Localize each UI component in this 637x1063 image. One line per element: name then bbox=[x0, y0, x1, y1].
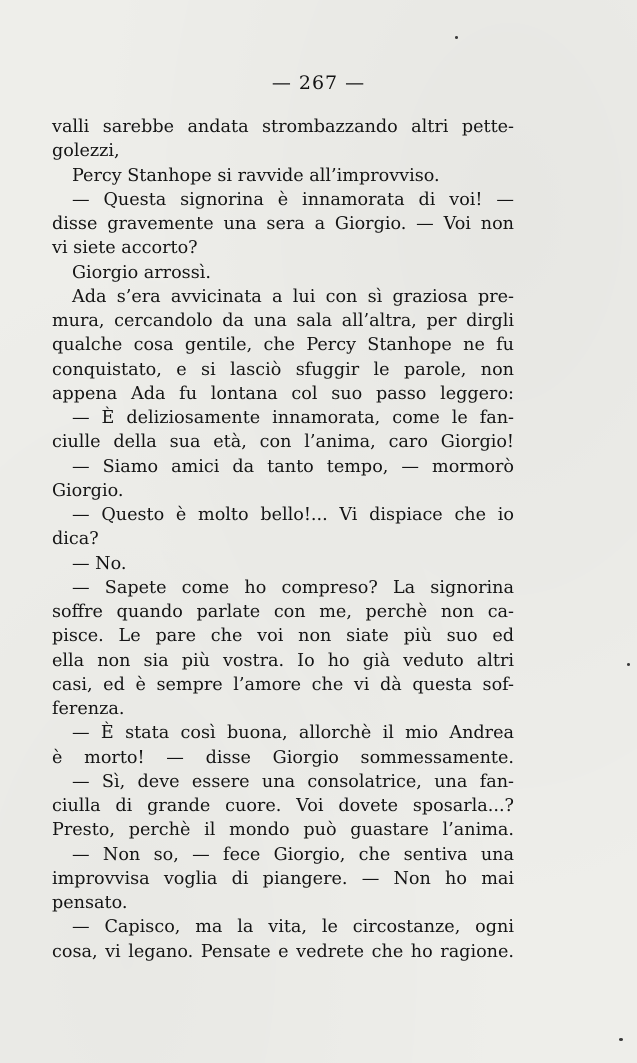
text-line: Giorgio arrossì. bbox=[72, 262, 211, 283]
text-line: — Questa signorina è innamorata di voi! — bbox=[72, 189, 514, 210]
page-number: — 267 — bbox=[271, 72, 366, 94]
text-line: golezzi, bbox=[52, 141, 120, 162]
text-line: è morto! — disse Giorgio sommessamente. bbox=[52, 747, 514, 768]
text-line: mura, cercandolo da una sala all’altra, per dirgli bbox=[52, 311, 514, 331]
text-line: valli sarebbe andata strombazzando altri pette- bbox=[52, 117, 514, 137]
scan-speck bbox=[627, 663, 630, 666]
scan-speck bbox=[619, 1038, 623, 1041]
text-line: qualche cosa gentile, che Percy Stanhope ne fu bbox=[52, 335, 514, 356]
text-line: conquistato, e si lasciò sfuggir le parole, non bbox=[52, 359, 514, 380]
text-line: disse gravemente una sera a Giorgio. — Voi non bbox=[52, 214, 514, 234]
page-body-text bbox=[52, 115, 514, 964]
text-line: — No. bbox=[72, 553, 127, 574]
text-line: Presto, perchè il mondo può guastare l’anima. bbox=[52, 820, 514, 841]
text-line: — Sì, deve essere una consolatrice, una fan- bbox=[72, 771, 514, 792]
text-line: — Questo è molto bello!... Vi dispiace che io bbox=[72, 505, 514, 525]
text-line: Ada s’era avvicinata a lui con sì graziosa pre- bbox=[72, 286, 514, 307]
text-line: pensato. bbox=[52, 893, 128, 913]
text-line: — Siamo amici da tanto tempo, — mormorò bbox=[72, 456, 514, 477]
text-line: ciulla di grande cuore. Voi dovete sposarla...? bbox=[52, 796, 514, 816]
text-line: ella non sia più vostra. Io ho già veduto altri bbox=[52, 650, 514, 671]
text-line: appena Ada fu lontana col suo passo leggero: bbox=[52, 383, 514, 404]
text-line: Percy Stanhope si ravvide all’improvviso. bbox=[72, 165, 440, 186]
text-line: vi siete accorto? bbox=[52, 238, 198, 259]
text-line: — È deliziosamente innamorata, come le fan- bbox=[72, 408, 514, 428]
text-line: casi, ed è sempre l’amore che vi dà questa sof- bbox=[52, 674, 514, 695]
text-line: cosa, vi legano. Pensate e vedrete che ho ragione. bbox=[52, 941, 514, 962]
text-line: dica? bbox=[52, 529, 99, 550]
text-line: Giorgio. bbox=[52, 480, 124, 501]
text-line: improvvisa voglia di piangere. — Non ho mai bbox=[52, 868, 514, 889]
text-line: ciulle della sua età, con l’anima, caro Giorgio! bbox=[52, 432, 514, 453]
text-line: — È stata così buona, allorchè il mio Andrea bbox=[72, 723, 514, 744]
text-line: soffre quando parlate con me, perchè non ca- bbox=[52, 602, 514, 622]
text-line: — Sapete come ho compreso? La signorina bbox=[72, 577, 514, 598]
text-line: ferenza. bbox=[52, 699, 125, 719]
scan-speck bbox=[455, 36, 458, 39]
text-line: — Capisco, ma la vita, le circostanze, ogni bbox=[72, 917, 514, 938]
text-line: pisce. Le pare che voi non siate più suo ed bbox=[52, 626, 514, 647]
text-line: — Non so, — fece Giorgio, che sentiva una bbox=[72, 844, 514, 865]
